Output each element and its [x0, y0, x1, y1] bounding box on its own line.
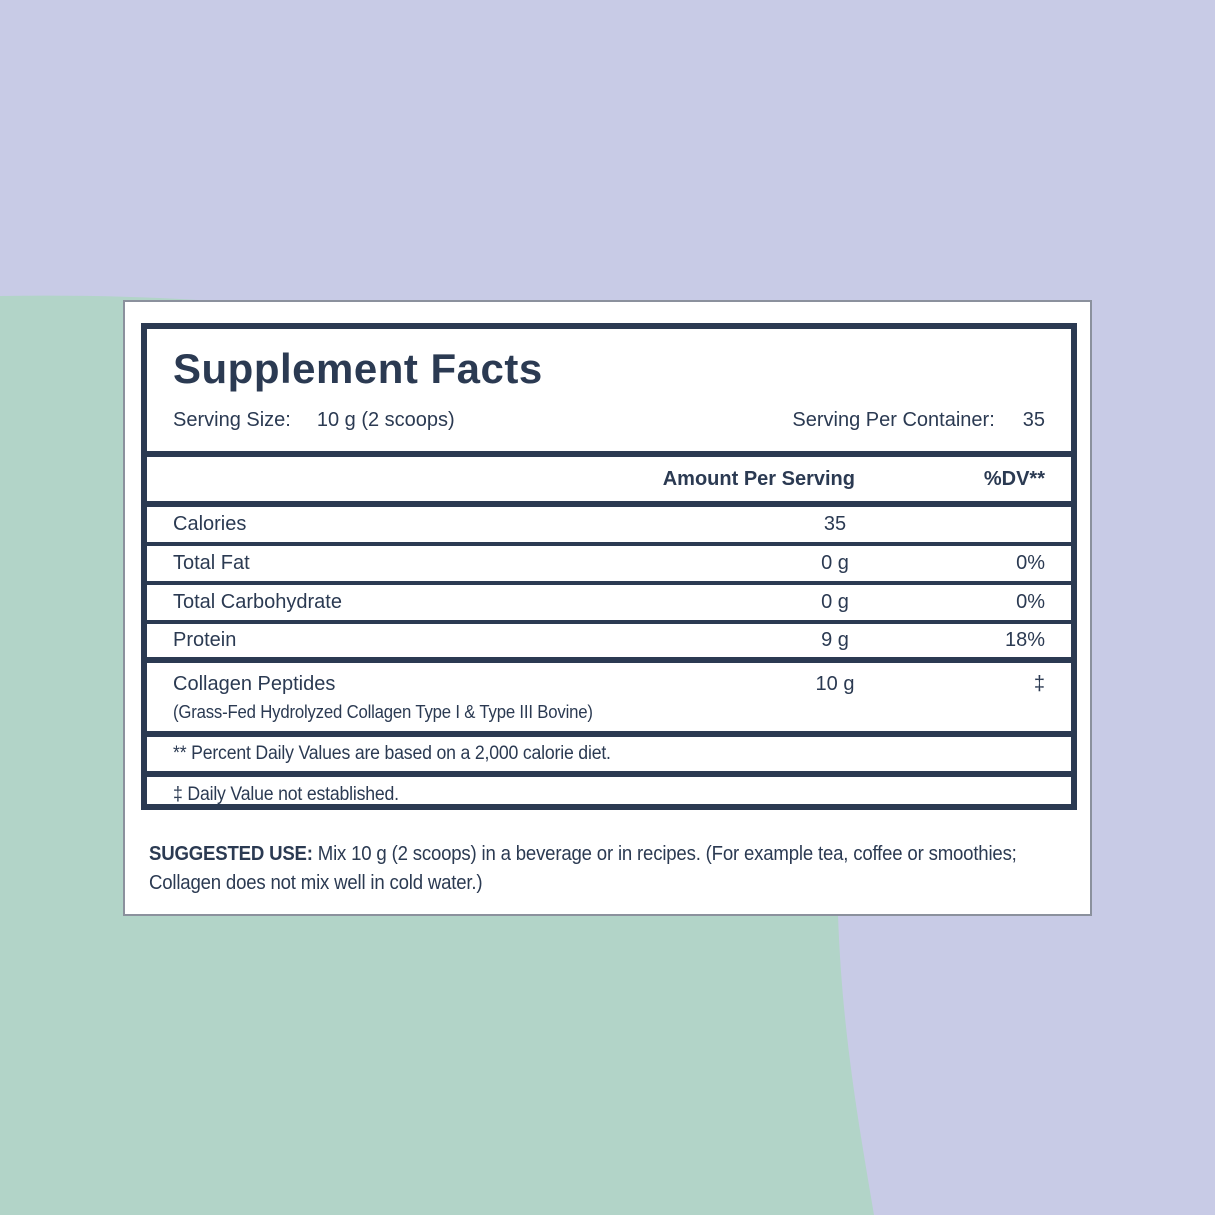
nutrient-name: Protein [173, 629, 237, 651]
serving-info-row [173, 409, 1045, 432]
suggested-use-paragraph [149, 840, 1042, 898]
servings-per-container-value: 35 [1022, 409, 1045, 431]
nutrient-amount: 9 g [821, 629, 849, 651]
nutrient-name: Collagen Peptides [173, 673, 336, 695]
nutrient-amount: 0 g [821, 552, 849, 574]
nutrient-row-total-carbohydrate [147, 585, 1071, 624]
nutrient-dv: 0% [1016, 591, 1045, 613]
nutrient-amount: 0 g [821, 591, 849, 613]
facts-column-header-row [147, 457, 1071, 507]
percent-dv-header: %DV** [983, 467, 1045, 490]
nutrient-name: Calories [173, 513, 247, 535]
suggested-use-text: Mix 10 g (2 scoops) in a beverage or in recipes. (For example tea, coffee or smoothies; Collagen does not mix well in cold water.) [149, 843, 1017, 894]
servings-per-container-label: Serving Per Container: [792, 409, 995, 431]
nutrient-dv: 18% [1004, 629, 1045, 651]
footnote-daily-value-not-established: ‡ Daily Value not established. [173, 783, 399, 805]
supplement-label-card [123, 300, 1092, 916]
servings-per-container [792, 409, 1045, 432]
serving-size-value: 10 g (2 scoops) [316, 409, 455, 431]
collagen-peptides-row [147, 663, 1071, 737]
nutrient-amount: 10 g [815, 673, 855, 695]
nutrient-amount: 35 [823, 513, 847, 535]
suggested-use-label: SUGGESTED USE: [149, 843, 313, 865]
nutrient-dv: ‡ [1033, 673, 1045, 695]
nutrient-name: Total Carbohydrate [173, 591, 342, 613]
nutrient-name: Total Fat [173, 552, 250, 574]
nutrient-row-protein [147, 624, 1071, 663]
nutrient-dv: 0% [1016, 552, 1045, 574]
nutrient-row-calories [147, 507, 1071, 546]
serving-size-label: Serving Size: [173, 409, 291, 431]
facts-header-section [147, 329, 1071, 457]
amount-per-serving-header: Amount Per Serving [662, 467, 855, 490]
nutrient-row-total-fat [147, 546, 1071, 585]
collagen-source-note: (Grass-Fed Hydrolyzed Collagen Type I & Type III Bovine) [173, 702, 593, 722]
supplement-facts-box [141, 323, 1077, 810]
footnote-percent-daily-values: ** Percent Daily Values are based on a 2,000 calorie diet. [147, 737, 1071, 777]
facts-title: Supplement Facts [173, 345, 543, 392]
collagen-main-line [173, 673, 1045, 696]
